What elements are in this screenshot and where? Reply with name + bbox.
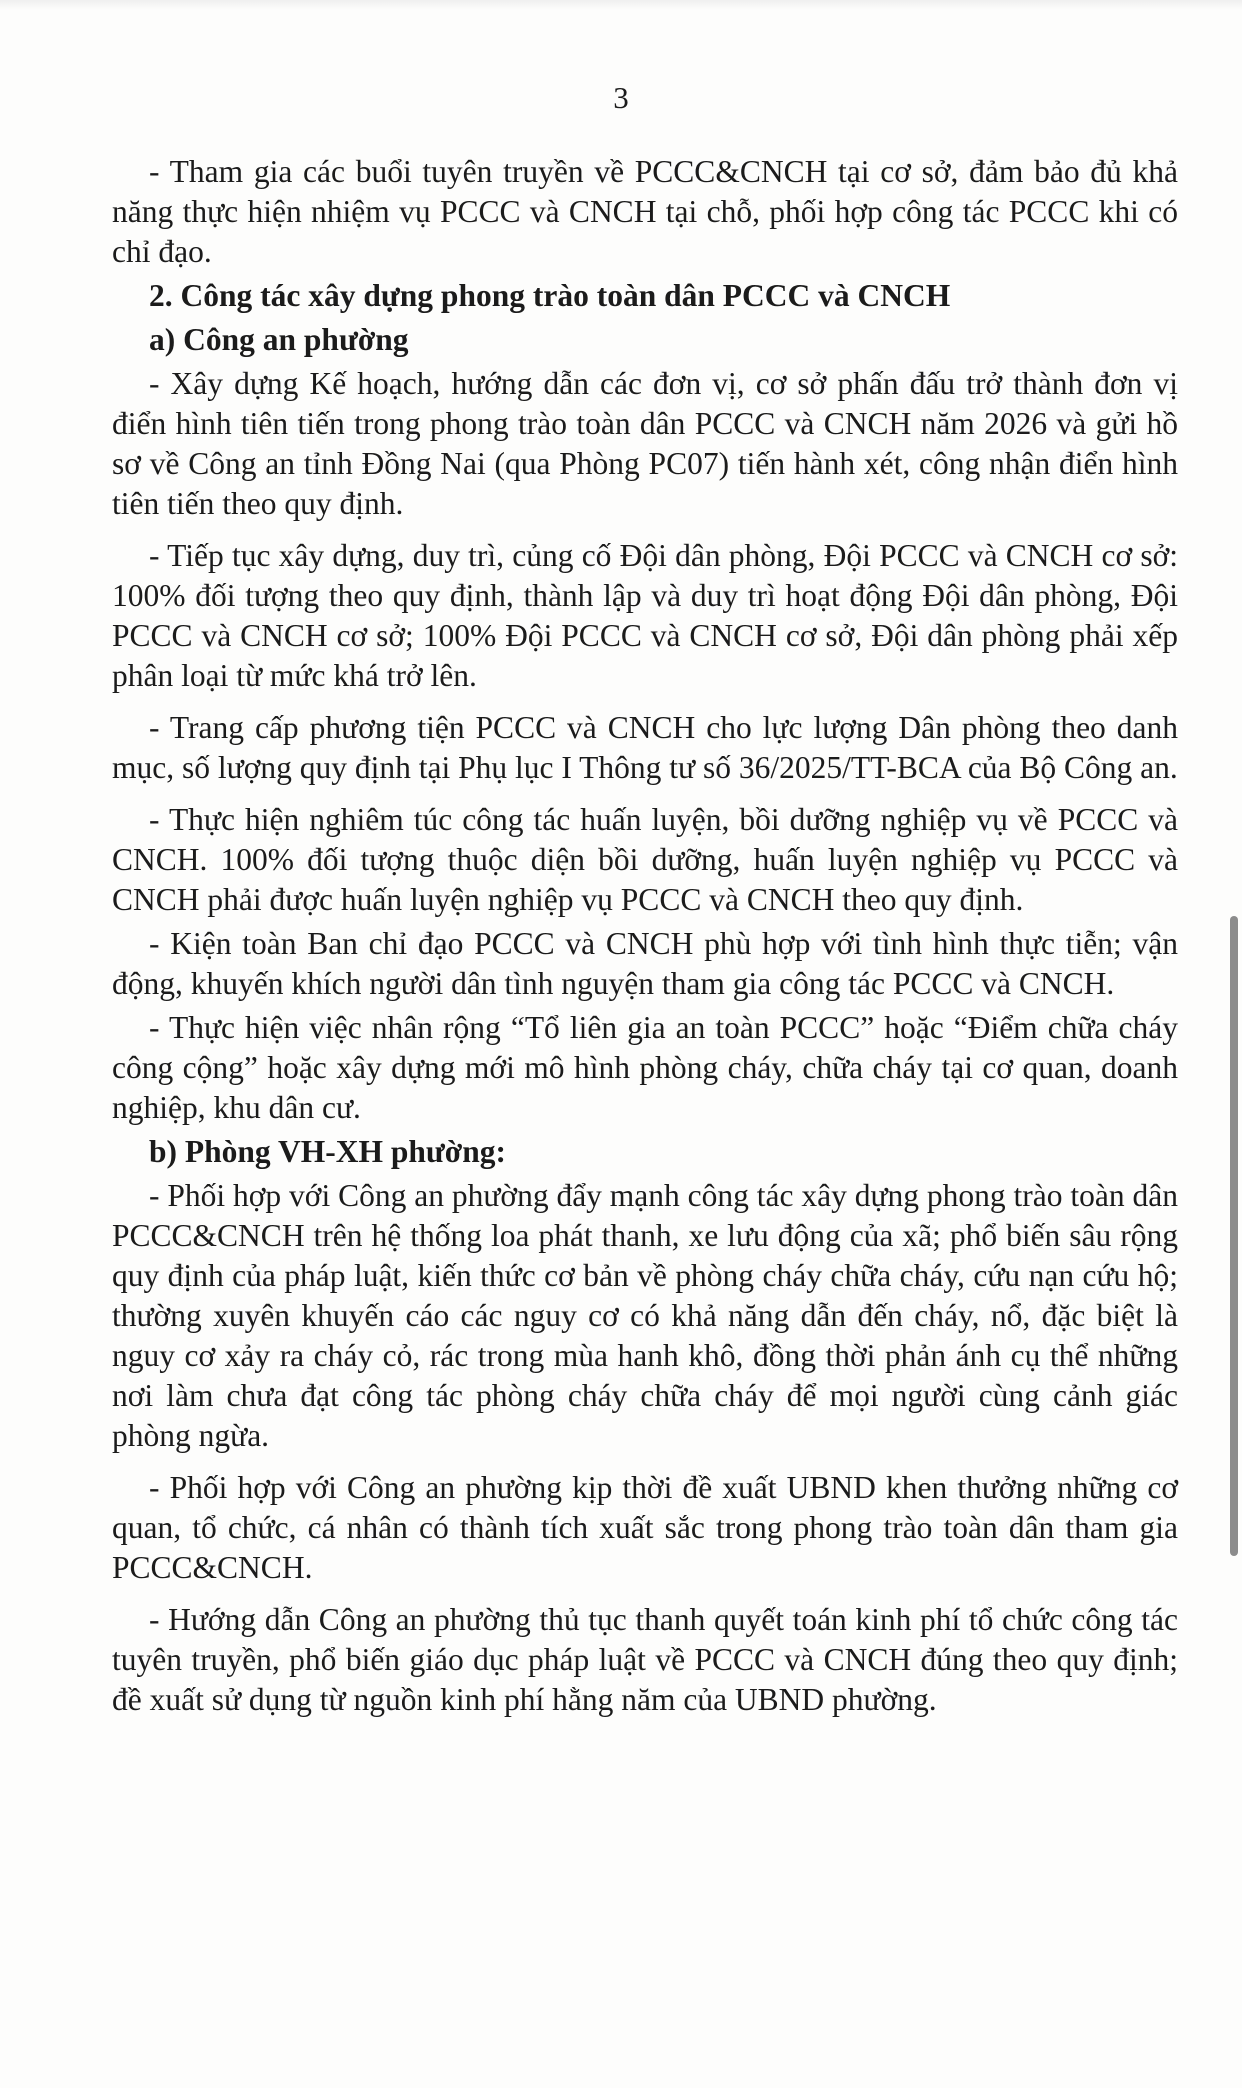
paragraph-tuyen-truyen: - Tham gia các buổi tuyên truyền về PCCC&CNCH tại cơ sở, đảm bảo đủ khả năng thực hiện nhiệm vụ PCCC và CNCH tại chỗ, phối hợp công tác PCCC khi có chỉ đạo. <box>112 154 1178 269</box>
subheading-cong-an-phuong: a) Công an phường <box>149 322 409 357</box>
section-heading-2: 2. Công tác xây dựng phong trào toàn dân PCCC và CNCH <box>149 278 951 313</box>
paragraph-kinh-phi: - Hướng dẫn Công an phường thủ tục thanh quyết toán kinh phí tổ chức công tác tuyên truyền, phổ biến giáo dục pháp luật về PCCC và CNCH đúng theo quy định; đề xuất sử dụng từ nguồn kinh phí hằng năm của UBND phường. <box>112 1602 1178 1717</box>
paragraph-nhan-rong: - Thực hiện việc nhân rộng “Tổ liên gia an toàn PCCC” hoặc “Điểm chữa cháy công cộng” hoặc xây dựng mới mô hình phòng cháy, chữa cháy tại cơ quan, doanh nghiệp, khu dân cư. <box>112 1010 1178 1125</box>
page-number: 3 <box>613 80 629 115</box>
paragraph-khen-thuong: - Phối hợp với Công an phường kịp thời đề xuất UBND khen thưởng những cơ quan, tổ chức, cá nhân có thành tích xuất sắc trong phong trào toàn dân tham gia PCCC&CNCH. <box>112 1470 1178 1585</box>
page-top-edge <box>0 0 1242 10</box>
paragraph-huan-luyen: - Thực hiện nghiêm túc công tác huấn luyện, bồi dưỡng nghiệp vụ về PCCC và CNCH. 100% đối tượng thuộc diện bồi dưỡng, huấn luyện nghiệp vụ PCCC và CNCH phải được huấn luyện nghiệp vụ PCCC và CNCH theo quy định. <box>112 802 1178 917</box>
vertical-scrollbar[interactable] <box>1230 916 1238 1556</box>
paragraph-ke-hoach: - Xây dựng Kế hoạch, hướng dẫn các đơn vị, cơ sở phấn đấu trở thành đơn vị điển hình tiên tiến trong phong trào toàn dân PCCC và CNCH năm 2026 và gửi hồ sơ về Công an tỉnh Đồng Nai (qua Phòng PC07) tiến hành xét, công nhận điển hình tiên tiến theo quy định. <box>112 366 1178 521</box>
paragraph-trang-cap: - Trang cấp phương tiện PCCC và CNCH cho lực lượng Dân phòng theo danh mục, số lượng quy định tại Phụ lục I Thông tư số 36/2025/TT-BCA của Bộ Công an. <box>112 710 1178 785</box>
paragraph-phoi-hop-tuyen-truyen: - Phối hợp với Công an phường đẩy mạnh công tác xây dựng phong trào toàn dân PCCC&CNCH trên hệ thống loa phát thanh, xe lưu động của xã; phổ biến sâu rộng quy định của pháp luật, kiến thức cơ bản về phòng cháy chữa cháy, cứu nạn cứu hộ; thường xuyên khuyến cáo các nguy cơ có khả năng dẫn đến cháy, nổ, đặc biệt là nguy cơ xảy ra cháy cỏ, rác trong mùa hanh khô, đồng thời phản ánh cụ thể những nơi làm chưa đạt công tác phòng cháy chữa cháy để mọi người cùng cảnh giác phòng ngừa. <box>112 1178 1178 1453</box>
document-body <box>112 152 1178 1724</box>
paragraph-doi-dan-phong: - Tiếp tục xây dựng, duy trì, củng cố Đội dân phòng, Đội PCCC và CNCH cơ sở: 100% đối tượng theo quy định, thành lập và duy trì hoạt động Đội dân phòng, Đội PCCC và CNCH cơ sở; 100% Đội PCCC và CNCH cơ sở, Đội dân phòng phải xếp phân loại từ mức khá trở lên. <box>112 538 1178 693</box>
subheading-phong-vhxh: b) Phòng VH-XH phường: <box>149 1134 506 1169</box>
paragraph-ban-chi-dao: - Kiện toàn Ban chỉ đạo PCCC và CNCH phù hợp với tình hình thực tiễn; vận động, khuyến khích người dân tình nguyện tham gia công tác PCCC và CNCH. <box>112 926 1178 1001</box>
